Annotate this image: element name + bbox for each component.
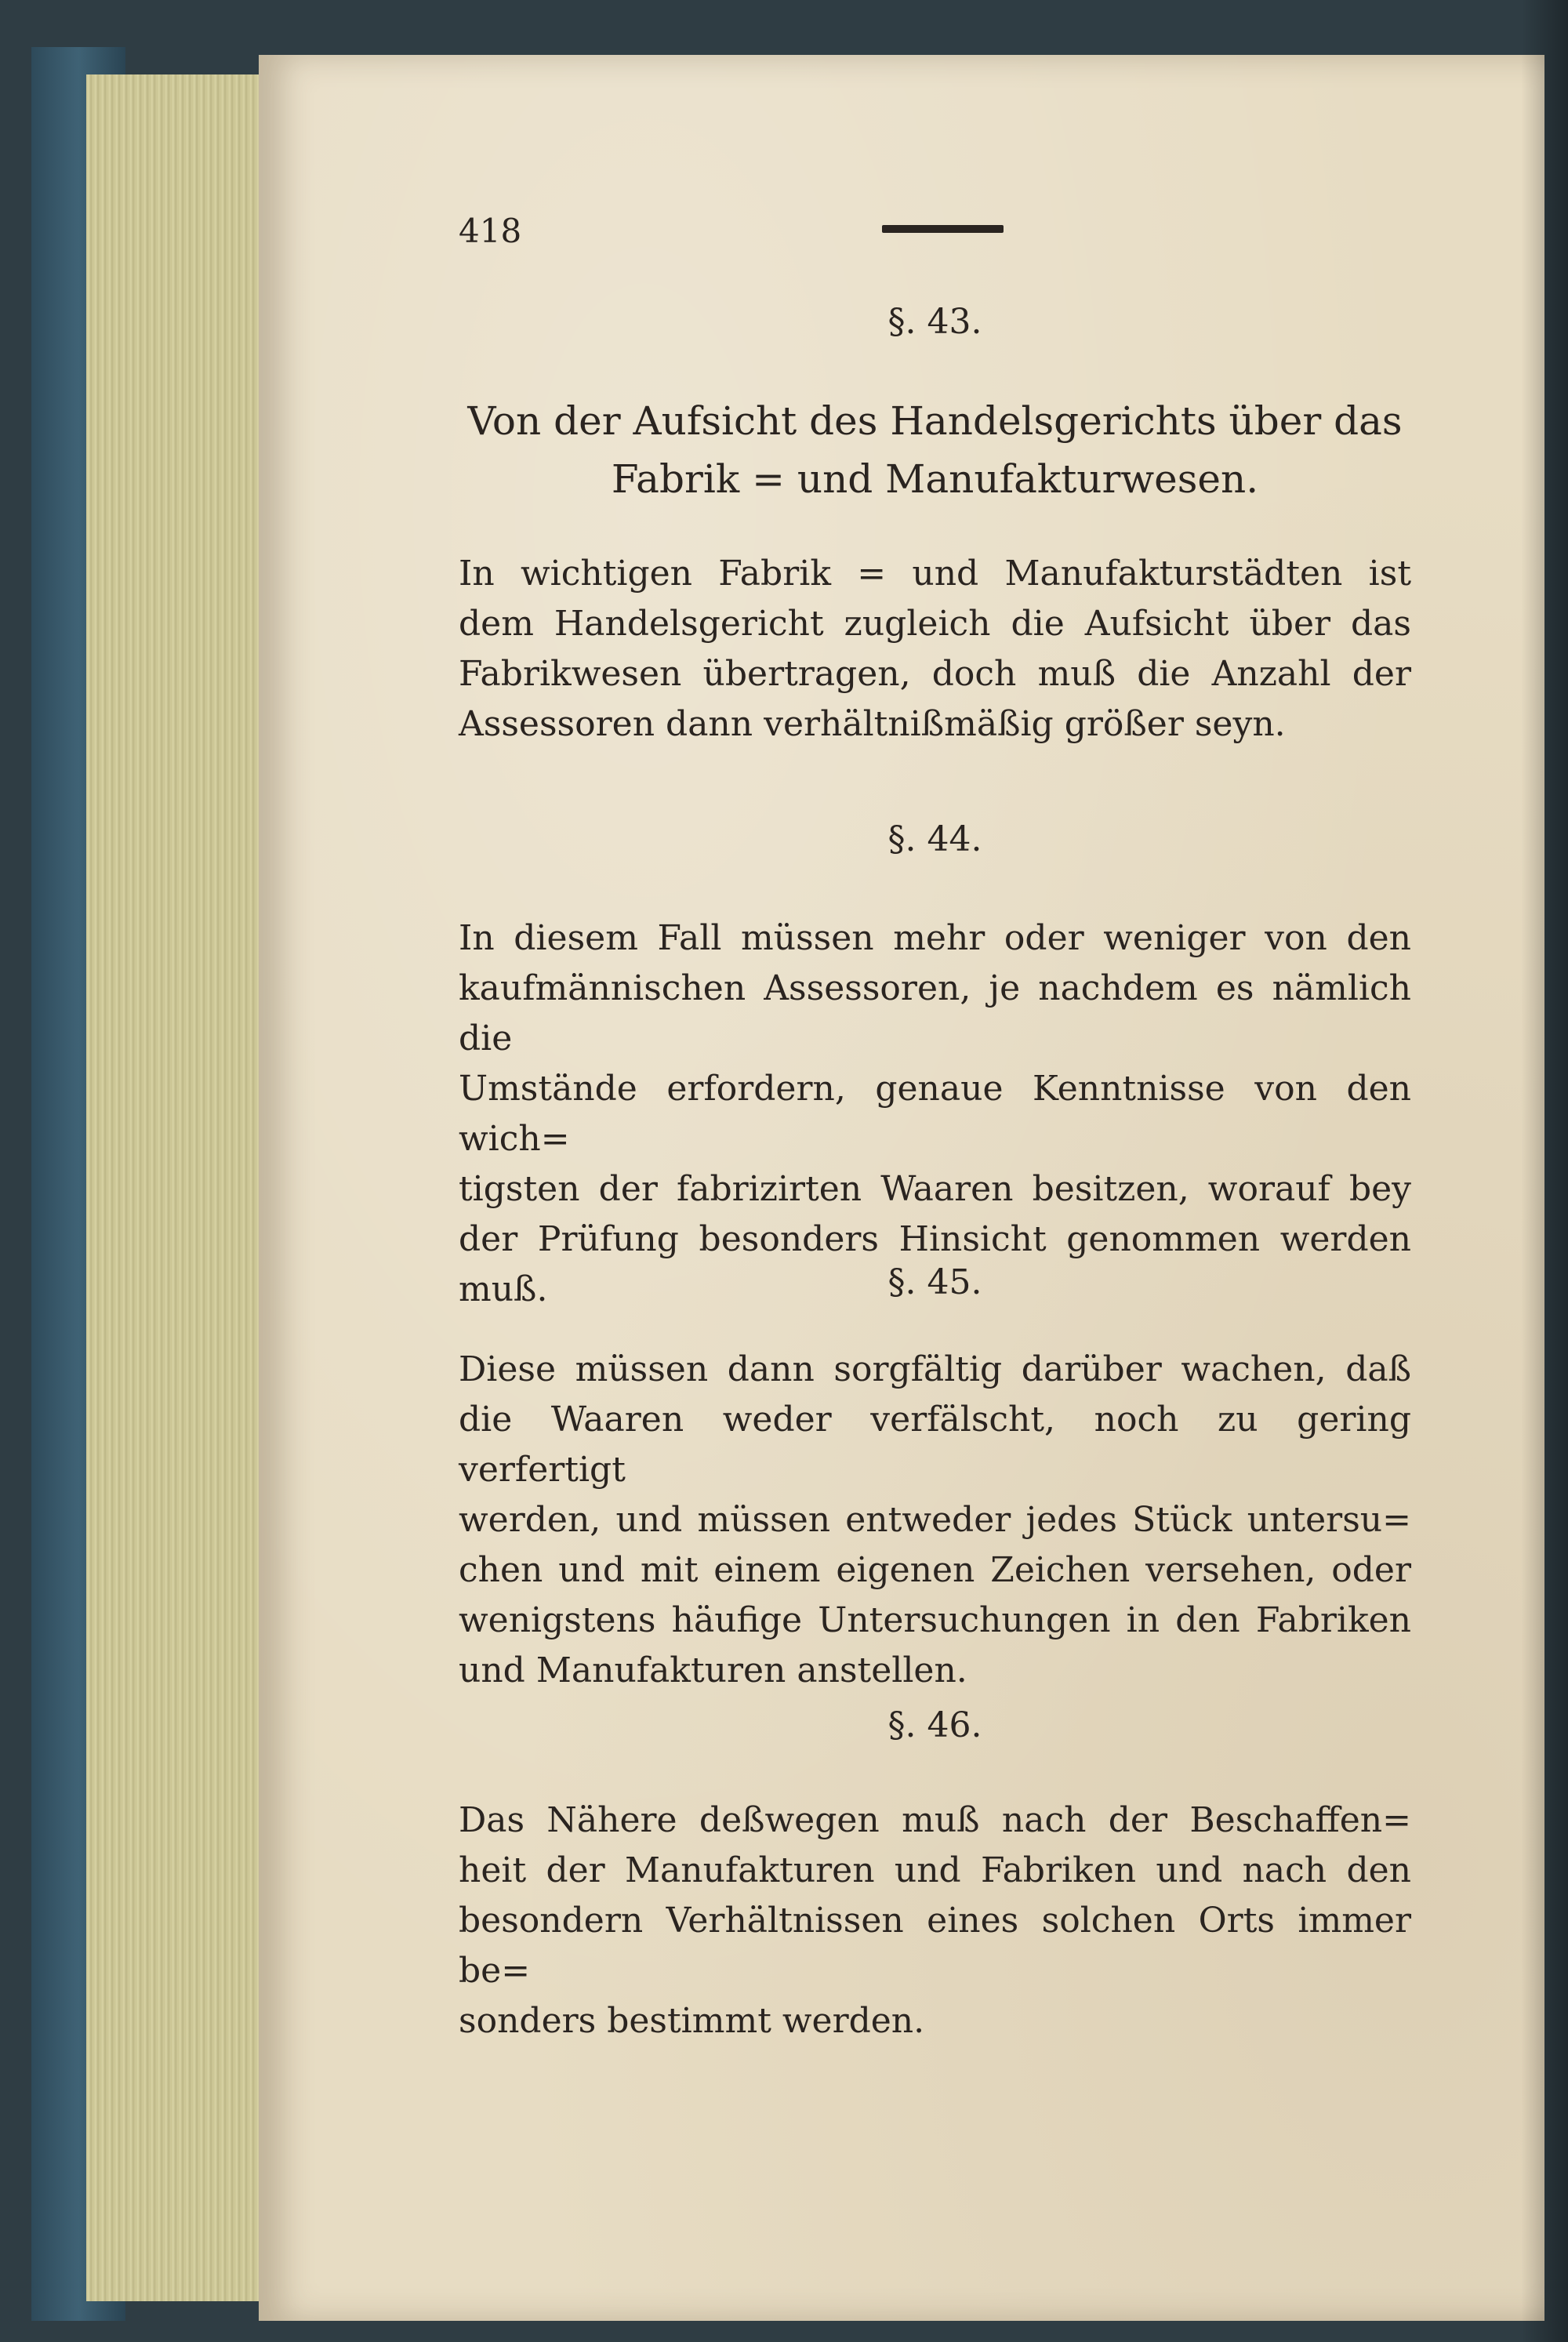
page-number: 418 [459,212,522,250]
text-line: und Manufakturen anstellen. [459,1650,967,1690]
text-line: dem Handelsgericht zugleich die Aufsicht über das [459,604,1411,644]
text-line: werden, und müssen entweder jedes Stück untersu= [459,1500,1411,1540]
text-line: chen und mit einem eigenen Zeichen versehen, oder [459,1550,1411,1590]
text-line: sonders bestimmt werden. [459,2001,925,2041]
text-line: der Prüfung besonders Hinsicht genommen werden [459,1219,1411,1259]
section-44-paragraph [459,913,1411,1315]
section-44-label: §. 44. [887,819,982,859]
section-43-heading [459,392,1411,508]
text-line: In wichtigen Fabrik = und Manufakturstädten ist [459,554,1411,594]
section-43-label: §. 43. [887,302,982,342]
section-45-label: §. 45. [887,1262,982,1302]
page-edges [86,74,260,2301]
section-43-paragraph [459,549,1411,750]
text-line: wenigstens häufige Untersuchungen in den Fabriken [459,1600,1411,1640]
text-line: Umstände erfordern, genaue Kenntnisse von den wich= [459,1069,1411,1159]
heading-line: Fabrik = und Manufakturwesen. [611,456,1259,502]
section-45-paragraph [459,1345,1411,1696]
page-gutter-shadow [1521,0,1568,2342]
text-line: Assessoren dann verhältnißmäßig größer seyn. [459,704,1286,744]
text-line: Diese müssen dann sorgfältig darüber wachen, daß [459,1349,1411,1389]
text-line: heit der Manufakturen und Fabriken und nach den [459,1850,1411,1890]
heading-line: Von der Aufsicht des Handelsgerichts über das [467,398,1403,444]
text-line: die Waaren weder verfälscht, noch zu gering verfertigt [459,1400,1411,1490]
text-line: muß. [459,1269,548,1309]
section-46-label: §. 46. [887,1705,982,1745]
text-line: Das Nähere deßwegen muß nach der Beschaffen= [459,1800,1411,1840]
text-line: Fabrikwesen übertragen, doch muß die Anzahl der [459,654,1411,694]
text-line: tigsten der fabrizirten Waaren besitzen, worauf bey [459,1169,1411,1209]
text-line: besondern Verhältnissen eines solchen Orts immer be= [459,1901,1411,1991]
text-line: In diesem Fall müssen mehr oder weniger von den [459,918,1411,958]
text-line: kaufmännischen Assessoren, je nachdem es nämlich die [459,968,1411,1058]
section-46-paragraph [459,1796,1411,2046]
header-rule [882,225,1004,233]
